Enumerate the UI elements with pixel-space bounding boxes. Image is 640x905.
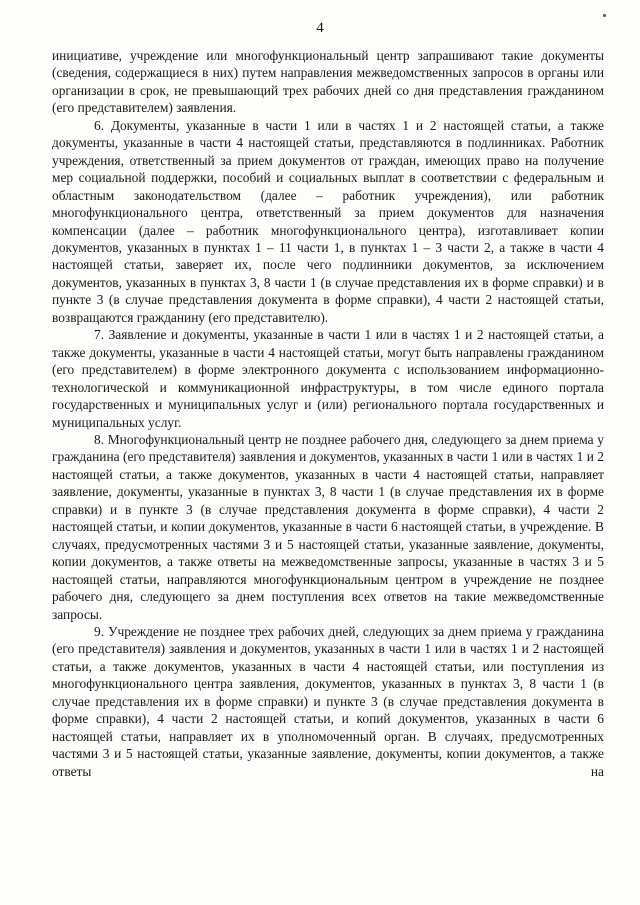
paragraph-8: 8. Многофункциональный центр не позднее рабочего дня, следующего за днем приема у гражданина (его представителя) заявления и документов, указанных в части 1 или в частях 1 и 2 настоящей статьи, а также документов, указанных в части 4 настоящей статьи, направляет заявление, документы, указанные в пунктах 3, 8 части 1 (в случае представления их в форме справки) и в пункте 3 (в случае представления документа в форме справки), 4 части 2 настоящей статьи, и копии документов, указанные в части 6 настоящей статьи, в учреждение. В случаях, предусмотренных частями 3 и 5 настоящей статьи, указанные заявление, документы, копии документов, а также ответы на межведомственные запросы, указанные в частях 3 и 5 настоящей статьи, направляются многофункциональным центром в учреждение не позднее рабочего дня, следующего за днем поступления всех ответов на такие межведомственные запросы.	[52, 431, 604, 622]
scan-artifact	[603, 14, 606, 17]
paragraph-7: 7. Заявление и документы, указанные в части 1 или в частях 1 и 2 настоящей статьи, а также документы, указанные в части 4 настоящей статьи, могут быть направлены гражданином (его представителем) в форме электронного документа с использованием информационно-технологической и коммуникационной инфраструктуры, в том числе единого портала государственных и муниципальных услуг и (или) регионального портала государственных и муниципальных услуг.	[52, 327, 604, 430]
document-body	[52, 47, 604, 780]
paragraph-6: 6. Документы, указанные в части 1 или в частях 1 и 2 настоящей статьи, а также документы, указанные в части 4 настоящей статьи, представляются в подлинниках. Работник учреждения, ответственный за прием документов от граждан, имеющих право на получение мер социальной поддержки, пособий и социальных выплат в соответствии с федеральным и областным законодательством (далее – работник учреждения), или работник многофункционального центра, ответственный за прием документов для назначения компенсации (далее – работник многофункционального центра), изготавливает копии документов, указанных в пунктах 1 – 11 части 1, в пунктах 1 – 3 части 2, а также в части 4 настоящей статьи, заверяет их, после чего подлинники документов, за исключением документов, указанных в пунктах 3, 8 части 1 (в случае представления их в форме справки) и в пункте 3 (в случае представления документа в форме справки), 4 части 2 настоящей статьи, возвращаются гражданину (его представителю).	[52, 117, 604, 325]
page-number: 4	[316, 20, 324, 36]
paragraph-9: 9. Учреждение не позднее трех рабочих дней, следующих за днем приема у гражданина (его представителя) заявления и документов, указанных в части 1 или в частях 1 и 2 настоящей статьи, а также документов, указанных в части 4 настоящей статьи, или поступления из многофункционального центра заявления, документов, указанных в пунктах 3, 8 части 1 (в случае представления их в форме справки) и пункте 3 (в случае представления документа в форме справки), 4 части 2 настоящей статьи, и копий документов, указанных в части 6 настоящей статьи, направляет их в уполномоченный орган. В случаях, предусмотренных частями 3 и 5 настоящей статьи, указанные заявление, документы, копии документов, а также ответы на	[52, 623, 604, 779]
paragraph-continuation: инициативе, учреждение или многофункциональный центр запрашивают такие документы (сведения, содержащиеся в них) путем направления межведомственных запросов в органы или организации в срок, не превышающий трех рабочих дней со дня представления гражданином (его представителем) заявления.	[52, 48, 604, 116]
